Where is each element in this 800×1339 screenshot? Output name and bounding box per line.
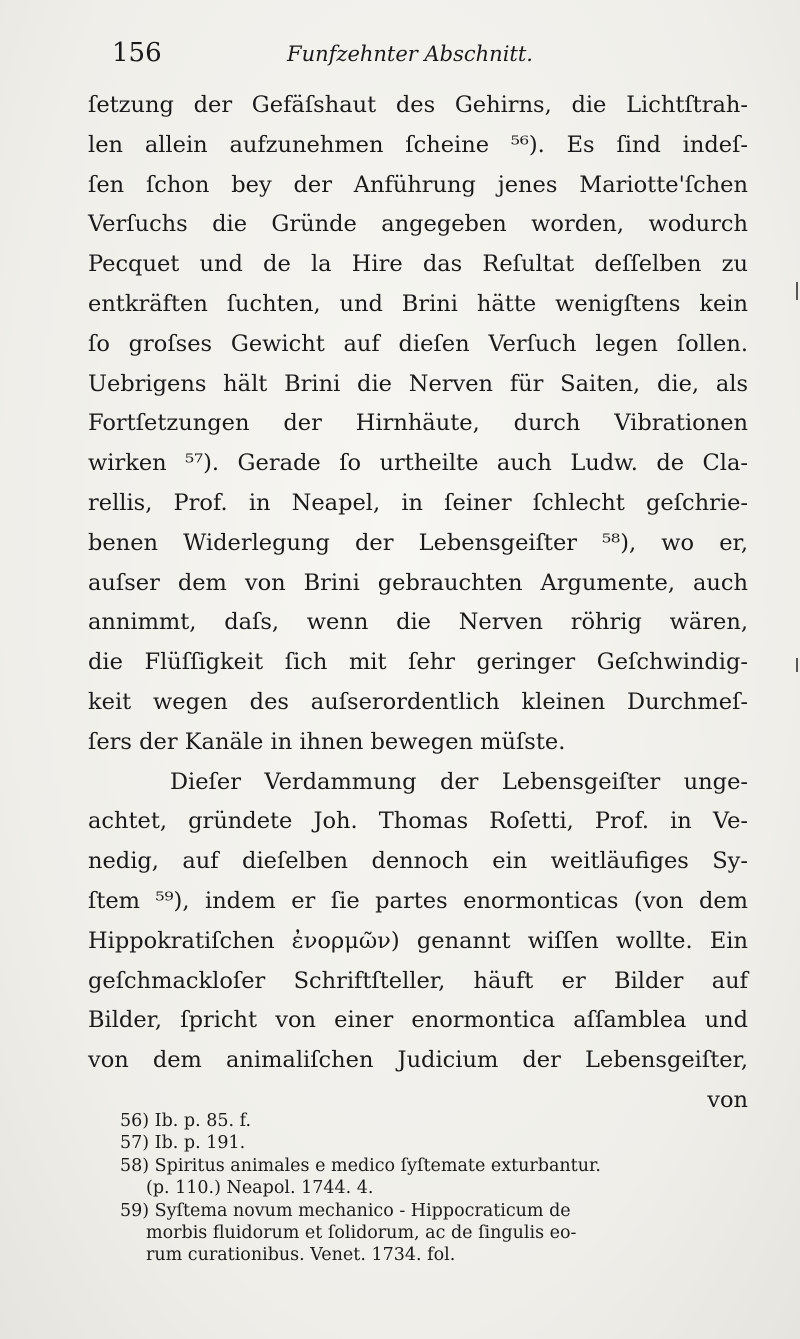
text-line: Verſuchs die Gründe angegeben worden, wodurch [88,211,748,238]
text-line: ſetzung der Gefäſshaut des Gehirns, die Lichtſtrah- [88,92,748,118]
text-line: wirken ⁵⁷). Gerade ſo urtheilte auch Ludw. de Cla- [88,450,748,477]
text-line: len allein aufzunehmen ſcheine ⁵⁶). Es ſind indeſ- [88,131,748,158]
text-line: nedig, auf dieſelben dennoch ein weitläufiges Sy- [88,848,748,875]
text-line: ſtem ⁵⁹), indem er ſie partes enormonticas (von dem [88,887,748,914]
footnotes [120,1110,750,1267]
text-line: achtet, gründete Joh. Thomas Roſetti, Prof. in Ve- [88,808,748,835]
footnote-continuation: (p. 110.) Neapol. 1744. 4. [146,1178,374,1199]
footnote-continuation: morbis fluidorum et ſolidorum, ac de ſingulis eo- [146,1223,577,1244]
text-line: benen Widerlegung der Lebensgeiſter ⁵⁸), wo er, [88,529,748,556]
text-line: ſers der Kanäle in ihnen bewegen müſste. [88,728,566,755]
text-line: auſser dem von Brini gebrauchten Argumente, auch [88,569,748,596]
text-line: Pecquet und de la Hire das Reſultat deſſelben zu [88,251,748,278]
text-line: keit wegen des auſserordentlich kleinen Durchmeſ- [88,688,748,715]
page-number: 156 [112,38,162,68]
catchword: von [707,1086,748,1113]
text-line: von dem animaliſchen Judicium der Lebensgeiſter, [88,1047,748,1074]
page-header [112,38,752,78]
text-line: Fortſetzungen der Hirnhäute, durch Vibrationen [88,410,748,437]
text-line: ſen ſchon bey der Anführung jenes Mariotte'ſchen [88,171,748,198]
text-line: Dieſer Verdammung der Lebensgeiſter unge- [170,768,748,795]
running-title: Funfzehnter Abschnitt. [287,42,533,66]
page-edge-mark [796,658,798,672]
text-line: Bilder, ſpricht von einer enormontica aſſamblea und [88,1007,748,1034]
footnote: 57) Ib. p. 191. [120,1133,246,1154]
text-line: geſchmackloſer Schriftſteller, häuft er Bilder auf [88,967,748,994]
page-edge-mark [796,282,798,300]
text-line: rellis, Prof. in Neapel, in ſeiner ſchlecht geſchrie- [88,489,748,516]
text-line: entkräften ſuchten, und Brini hätte wenigſtens kein [88,290,748,317]
footnote: 58) Spiritus animales e medico ſyſtemate exturbantur. [120,1155,601,1176]
text-line: Hippokratiſchen ἐνορμῶν) genannt wiſſen wollte. Ein [88,927,748,954]
footnote: 59) Syſtema novum mechanico - Hippocraticum de [120,1200,571,1221]
body-text [88,86,748,1121]
text-line: die Flüſſigkeit ſich mit ſehr geringer Geſchwindig- [88,649,748,676]
footnote: 56) Ib. p. 85. f. [120,1111,252,1131]
text-line: annimmt, daſs, wenn die Nerven röhrig wären, [88,609,748,636]
text-line: Uebrigens hält Brini die Nerven für Saiten, die, als [88,370,748,397]
text-line: ſo groſses Gewicht auf dieſen Verſuch legen ſollen. [88,330,748,357]
footnote-continuation: rum curationibus. Venet. 1734. fol. [146,1245,456,1266]
